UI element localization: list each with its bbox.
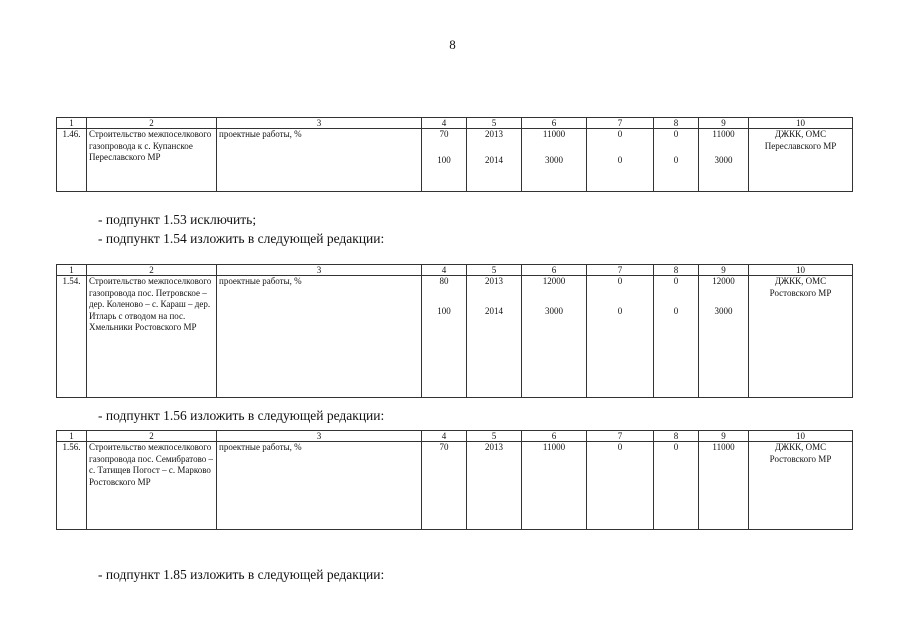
table-header-row [57, 118, 853, 129]
value-line: 2013 [485, 129, 503, 139]
header-cell: 4 [422, 118, 467, 129]
value-line: 0 [673, 129, 679, 139]
cell-col4 [422, 276, 467, 398]
paragraph-item-1-53: - подпункт 1.53 исключить; [98, 212, 257, 227]
paragraph-item-1-85: - подпункт 1.85 изложить в следующей редакции: [98, 567, 385, 582]
header-cell: 2 [87, 118, 217, 129]
paragraph-item-1-56: - подпункт 1.56 изложить в следующей редакции: [98, 408, 385, 423]
header-cell: 10 [749, 431, 853, 442]
cell-col6: 11000 [522, 442, 587, 530]
header-cell: 5 [467, 265, 522, 276]
header-cell: 4 [422, 265, 467, 276]
cell-col6 [522, 129, 587, 192]
value-line: 0 [617, 305, 623, 316]
value-line: 11000 [542, 129, 566, 139]
cell-col9 [699, 129, 749, 192]
table-item-1-54 [56, 264, 853, 398]
header-cell: 3 [217, 265, 422, 276]
header-cell: 2 [87, 431, 217, 442]
header-cell: 4 [422, 431, 467, 442]
item-responsible: ДЖКК, ОМС Ростовского МР [749, 276, 853, 398]
header-cell: 7 [587, 265, 654, 276]
table-row [57, 129, 853, 192]
cell-col6 [522, 276, 587, 398]
header-cell: 1 [57, 431, 87, 442]
item-work-type: проектные работы, % [217, 129, 422, 192]
value-line: 3000 [545, 154, 563, 165]
header-cell: 3 [217, 431, 422, 442]
header-cell: 9 [699, 118, 749, 129]
value-line: 0 [617, 276, 623, 286]
value-line: 100 [437, 154, 451, 165]
cell-col7 [587, 276, 654, 398]
item-work-type: проектные работы, % [217, 276, 422, 398]
header-cell: 1 [57, 265, 87, 276]
header-cell: 6 [522, 431, 587, 442]
item-name: Строительство межпоселкового газопровода пос. Петровское – дер. Коленово – с. Караш – дер. Итларь с отводом на пос. Хмельники Ростовского МР [87, 276, 217, 398]
value-line: 12000 [712, 276, 735, 286]
value-line: 80 [439, 276, 449, 286]
value-line: 0 [673, 154, 679, 165]
cell-col8: 0 [654, 442, 699, 530]
cell-col7: 0 [587, 442, 654, 530]
cell-col8 [654, 276, 699, 398]
value-line: 3000 [545, 305, 563, 316]
header-cell: 9 [699, 431, 749, 442]
value-line: 0 [617, 129, 623, 139]
table-row [57, 442, 853, 530]
cell-col4: 70 [422, 442, 467, 530]
value-line: 12000 [542, 276, 566, 286]
value-line: 3000 [714, 154, 733, 165]
header-cell: 8 [654, 118, 699, 129]
item-responsible: ДЖКК, ОМС Ростовского МР [749, 442, 853, 530]
header-cell: 6 [522, 118, 587, 129]
item-number: 1.46. [57, 129, 87, 192]
header-cell: 7 [587, 118, 654, 129]
item-work-type: проектные работы, % [217, 442, 422, 530]
header-cell: 8 [654, 431, 699, 442]
item-number: 1.54. [57, 276, 87, 398]
value-line: 100 [437, 305, 451, 316]
header-cell: 3 [217, 118, 422, 129]
cell-col5 [467, 129, 522, 192]
header-cell: 9 [699, 265, 749, 276]
value-line: 2013 [485, 276, 503, 286]
value-line: 3000 [714, 305, 733, 316]
header-cell: 1 [57, 118, 87, 129]
value-line: 70 [439, 129, 449, 139]
cell-col5 [467, 276, 522, 398]
table-header-row [57, 431, 853, 442]
header-cell: 2 [87, 265, 217, 276]
paragraph-item-1-54: - подпункт 1.54 изложить в следующей редакции: [98, 231, 385, 246]
value-line: 0 [617, 154, 623, 165]
header-cell: 10 [749, 265, 853, 276]
item-responsible: ДЖКК, ОМС Переславского МР [749, 129, 853, 192]
table-item-1-56 [56, 430, 853, 530]
header-cell: 10 [749, 118, 853, 129]
item-name: Строительство межпоселкового газопровода к с. Купанское Переславского МР [87, 129, 217, 192]
cell-col8 [654, 129, 699, 192]
header-cell: 6 [522, 265, 587, 276]
cell-col9 [699, 276, 749, 398]
cell-col4 [422, 129, 467, 192]
value-line: 2014 [485, 154, 503, 165]
header-cell: 7 [587, 431, 654, 442]
table-header-row [57, 265, 853, 276]
cell-col7 [587, 129, 654, 192]
page-number: 8 [449, 37, 456, 52]
item-name: Строительство межпоселкового газопровода пос. Семибратово – с. Татищев Погост – с. Марково Ростовского МР [87, 442, 217, 530]
header-cell: 5 [467, 431, 522, 442]
item-number: 1.56. [57, 442, 87, 530]
value-line: 0 [673, 305, 679, 316]
value-line: 2014 [485, 305, 503, 316]
value-line: 0 [673, 276, 679, 286]
table-item-1-46 [56, 117, 853, 192]
table-row [57, 276, 853, 398]
cell-col5: 2013 [467, 442, 522, 530]
cell-col9: 11000 [699, 442, 749, 530]
header-cell: 8 [654, 265, 699, 276]
header-cell: 5 [467, 118, 522, 129]
value-line: 11000 [712, 129, 735, 139]
